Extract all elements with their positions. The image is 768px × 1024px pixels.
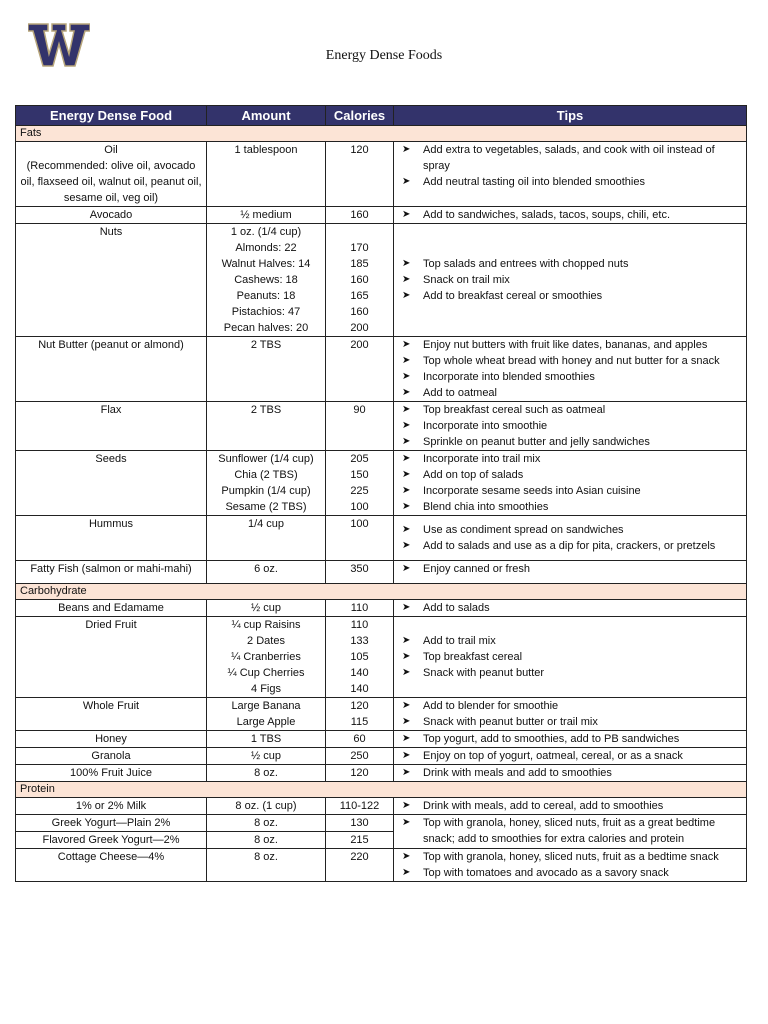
calories-line: 133 — [350, 635, 369, 647]
tip-item — [402, 665, 743, 681]
column-header-tips: Tips — [394, 106, 747, 126]
tip-item — [402, 714, 743, 730]
amount-line: ¼ Cup Cherries — [227, 667, 305, 679]
calories-line: 350 — [350, 563, 369, 575]
calories-line: 110-122 — [339, 800, 380, 812]
arrow-bullet-icon: ➤ — [402, 867, 411, 878]
amount-line: 1 tablespoon — [234, 144, 298, 156]
tip-item — [402, 748, 743, 764]
tip-text: Add to sandwiches, salads, tacos, soups, chili, etc. — [423, 209, 671, 221]
calories-line: 140 — [350, 683, 369, 695]
amount-line: ¼ cup Raisins — [231, 619, 301, 631]
food-cell — [16, 561, 207, 584]
energy-foods-table — [15, 105, 747, 882]
food-cell — [16, 337, 207, 402]
section-label: Carbohydrate — [16, 584, 747, 600]
arrow-bullet-icon: ➤ — [402, 485, 411, 496]
arrow-bullet-icon: ➤ — [402, 540, 411, 551]
amount-cell — [207, 402, 326, 451]
calories-cell — [326, 832, 394, 849]
arrow-bullet-icon: ➤ — [402, 404, 411, 415]
tip-item — [402, 483, 743, 499]
arrow-bullet-icon: ➤ — [402, 716, 411, 727]
tips-cell — [394, 337, 747, 402]
food-name: Beans and Edamame — [58, 602, 164, 614]
arrow-bullet-icon: ➤ — [402, 176, 411, 187]
tips-cell — [394, 617, 747, 698]
tip-item — [402, 849, 743, 865]
tip-text: Add neutral tasting oil into blended smoothies — [423, 176, 645, 188]
amount-line: 2 Dates — [247, 635, 285, 647]
amount-line: 4 Figs — [251, 683, 281, 695]
arrow-bullet-icon: ➤ — [402, 767, 411, 778]
food-note: (Recommended: olive oil, avocado oil, flaxseed oil, walnut oil, peanut oil, sesame oil, veg oil) — [20, 160, 202, 204]
amount-line: ½ medium — [240, 209, 292, 221]
tips-cell — [394, 748, 747, 765]
arrow-bullet-icon: ➤ — [402, 436, 411, 447]
food-name: Fatty Fish (salmon or mahi-mahi) — [30, 563, 192, 575]
tip-text: Add to salads — [423, 602, 490, 614]
calories-line: 160 — [350, 209, 369, 221]
table-row — [16, 600, 747, 617]
tip-item — [402, 798, 743, 814]
amount-line: 2 TBS — [250, 404, 282, 416]
food-cell — [16, 698, 207, 731]
arrow-bullet-icon: ➤ — [402, 258, 411, 269]
tip-item — [402, 499, 743, 515]
calories-line: 115 — [350, 716, 369, 728]
amount-line: Peanuts: 18 — [236, 290, 296, 302]
amount-line: ½ cup — [251, 750, 281, 762]
calories-cell — [326, 798, 394, 815]
arrow-bullet-icon: ➤ — [402, 750, 411, 761]
food-name: Honey — [95, 733, 127, 745]
calories-line: 120 — [350, 767, 369, 779]
table-row — [16, 617, 747, 698]
table-row — [16, 207, 747, 224]
arrow-bullet-icon: ➤ — [402, 274, 411, 285]
calories-line: 90 — [353, 404, 366, 416]
tips-cell — [394, 849, 747, 882]
arrow-bullet-icon: ➤ — [402, 651, 411, 662]
column-header-food: Energy Dense Food — [16, 106, 207, 126]
section-label: Fats — [16, 126, 747, 142]
tip-text: Add to breakfast cereal or smoothies — [423, 290, 603, 302]
tip-item — [402, 522, 743, 538]
amount-line: 6 oz. — [254, 563, 278, 575]
table-row — [16, 798, 747, 815]
amount-line: 1 TBS — [250, 733, 282, 745]
food-name: Whole Fruit — [82, 700, 140, 712]
amount-line: 2 TBS — [250, 339, 282, 351]
table-row — [16, 748, 747, 765]
food-cell — [16, 516, 207, 561]
table-row — [16, 561, 747, 584]
amount-cell — [207, 207, 326, 224]
tip-item — [402, 434, 743, 450]
amount-line: Large Apple — [236, 716, 296, 728]
tips-cell — [394, 561, 747, 584]
calories-line: 165 — [350, 290, 369, 302]
tip-text: Top breakfast cereal — [423, 651, 523, 663]
table-row — [16, 337, 747, 402]
tip-item — [402, 600, 743, 616]
calories-cell — [326, 765, 394, 782]
calories-line: 110 — [350, 602, 369, 614]
amount-line: 1 oz. (1/4 cup) — [230, 226, 302, 238]
food-name: Cottage Cheese—4% — [57, 851, 165, 863]
calories-line: 140 — [350, 667, 369, 679]
amount-line: 8 oz. — [254, 767, 278, 779]
food-cell — [16, 731, 207, 748]
arrow-bullet-icon: ➤ — [402, 667, 411, 678]
food-name: Nuts — [99, 226, 123, 238]
amount-cell — [207, 451, 326, 516]
arrow-bullet-icon: ➤ — [402, 501, 411, 512]
food-cell — [16, 142, 207, 207]
food-name: Flax — [100, 404, 122, 416]
tip-text: Top with granola, honey, sliced nuts, fruit as a bedtime snack — [423, 851, 719, 863]
arrow-bullet-icon: ➤ — [402, 420, 411, 431]
food-name: Hummus — [88, 518, 133, 530]
calories-cell — [326, 748, 394, 765]
calories-line: 215 — [350, 834, 369, 846]
tips-cell — [394, 142, 747, 207]
calories-cell — [326, 600, 394, 617]
food-name: Avocado — [89, 209, 133, 221]
food-name: Granola — [91, 750, 131, 762]
amount-cell — [207, 561, 326, 584]
calories-cell — [326, 516, 394, 561]
table-row — [16, 451, 747, 516]
tip-item — [402, 418, 743, 434]
table-row — [16, 815, 747, 832]
table-row — [16, 224, 747, 337]
arrow-bullet-icon: ➤ — [402, 453, 411, 464]
column-header-amount: Amount — [207, 106, 326, 126]
tip-item — [402, 369, 743, 385]
tip-item — [402, 538, 743, 554]
tip-text: Enjoy on top of yogurt, oatmeal, cereal, or as a snack — [423, 750, 683, 762]
arrow-bullet-icon: ➤ — [402, 290, 411, 301]
tip-item — [402, 174, 743, 190]
food-name: Seeds — [95, 453, 127, 465]
arrow-bullet-icon: ➤ — [402, 524, 411, 535]
tip-text: Add extra to vegetables, salads, and cook with oil instead of spray — [423, 144, 715, 172]
tip-item — [402, 561, 743, 577]
arrow-bullet-icon: ➤ — [402, 800, 411, 811]
tip-text: Top with tomatoes and avocado as a savory snack — [423, 867, 669, 879]
food-cell — [16, 748, 207, 765]
calories-line: 100 — [350, 518, 369, 530]
food-cell — [16, 849, 207, 882]
tip-item — [402, 731, 743, 747]
tip-text: Incorporate into trail mix — [423, 453, 541, 465]
food-name: Greek Yogurt—Plain 2% — [51, 817, 171, 829]
amount-cell — [207, 617, 326, 698]
tip-text: Enjoy canned or fresh — [423, 563, 531, 575]
tip-text: Snack with peanut butter or trail mix — [423, 716, 598, 728]
calories-cell — [326, 731, 394, 748]
arrow-bullet-icon: ➤ — [402, 733, 411, 744]
food-cell — [16, 832, 207, 849]
amount-cell — [207, 224, 326, 337]
tips-cell — [394, 798, 747, 815]
calories-line: 200 — [350, 339, 369, 351]
amount-cell — [207, 748, 326, 765]
tip-item — [402, 815, 743, 847]
section-row-protein — [16, 782, 747, 798]
table-row — [16, 731, 747, 748]
amount-cell — [207, 516, 326, 561]
table-row — [16, 516, 747, 561]
food-cell — [16, 765, 207, 782]
tip-text: Add to salads and use as a dip for pita, crackers, or pretzels — [423, 540, 716, 552]
arrow-bullet-icon: ➤ — [402, 339, 411, 350]
amount-line: Chia (2 TBS) — [234, 469, 298, 481]
calories-cell — [326, 815, 394, 832]
tip-text: Add to blender for smoothie — [423, 700, 559, 712]
calories-line: 60 — [353, 733, 366, 745]
amount-cell — [207, 815, 326, 832]
tip-item — [402, 353, 743, 369]
calories-cell — [326, 207, 394, 224]
tip-text: Enjoy nut butters with fruit like dates, bananas, and apples — [423, 339, 708, 351]
amount-line: Sesame (2 TBS) — [225, 501, 307, 513]
arrow-bullet-icon: ➤ — [402, 602, 411, 613]
amount-line: ½ cup — [251, 602, 281, 614]
calories-line: 150 — [350, 469, 369, 481]
tip-item — [402, 288, 743, 304]
calories-line: 185 — [350, 258, 369, 270]
arrow-bullet-icon: ➤ — [402, 371, 411, 382]
amount-cell — [207, 731, 326, 748]
table-header-row — [16, 106, 747, 126]
tip-item — [402, 633, 743, 649]
amount-cell — [207, 698, 326, 731]
calories-cell — [326, 337, 394, 402]
arrow-bullet-icon: ➤ — [402, 563, 411, 574]
tip-text: Incorporate into smoothie — [423, 420, 548, 432]
food-name: Dried Fruit — [85, 619, 137, 631]
tips-cell — [394, 765, 747, 782]
tips-cell — [394, 698, 747, 731]
tips-cell — [394, 224, 747, 337]
tip-item — [402, 451, 743, 467]
tip-text: Top yogurt, add to smoothies, add to PB sandwiches — [423, 733, 680, 745]
amount-cell — [207, 765, 326, 782]
food-name: Oil — [104, 144, 118, 156]
tip-text: Top with granola, honey, sliced nuts, fruit as a great bedtime snack; add to smoothies for extra calories and protein — [423, 817, 716, 845]
table-row — [16, 849, 747, 882]
tip-item — [402, 467, 743, 483]
arrow-bullet-icon: ➤ — [402, 851, 411, 862]
tip-item — [402, 698, 743, 714]
calories-line: 205 — [350, 453, 369, 465]
tip-text: Blend chia into smoothies — [423, 501, 549, 513]
column-header-calories: Calories — [326, 106, 394, 126]
amount-line: 8 oz. (1 cup) — [235, 800, 297, 812]
tip-text: Snack on trail mix — [423, 274, 510, 286]
tip-item — [402, 272, 743, 288]
section-label: Protein — [16, 782, 747, 798]
tip-item — [402, 256, 743, 272]
calories-line: 200 — [350, 322, 369, 334]
tip-item — [402, 765, 743, 781]
amount-cell — [207, 832, 326, 849]
tip-item — [402, 207, 743, 223]
arrow-bullet-icon: ➤ — [402, 387, 411, 398]
calories-cell — [326, 142, 394, 207]
calories-line: 130 — [350, 817, 369, 829]
amount-line: Pistachios: 47 — [231, 306, 301, 318]
arrow-bullet-icon: ➤ — [402, 817, 411, 828]
calories-line: 225 — [350, 485, 369, 497]
arrow-bullet-icon: ➤ — [402, 209, 411, 220]
tips-cell — [394, 451, 747, 516]
food-cell — [16, 402, 207, 451]
tip-text: Snack with peanut butter — [423, 667, 545, 679]
food-name: Nut Butter (peanut or almond) — [38, 339, 184, 351]
amount-line: Pecan halves: 20 — [223, 322, 309, 334]
amount-cell — [207, 142, 326, 207]
food-cell — [16, 224, 207, 337]
tip-text: Incorporate into blended smoothies — [423, 371, 595, 383]
tips-cell — [394, 600, 747, 617]
calories-line: 160 — [350, 306, 369, 318]
tips-cell — [394, 516, 747, 561]
table-row — [16, 765, 747, 782]
tip-text: Top salads and entrees with chopped nuts — [423, 258, 629, 270]
calories-line: 120 — [350, 700, 369, 712]
tip-text: Sprinkle on peanut butter and jelly sandwiches — [423, 436, 650, 448]
amount-cell — [207, 600, 326, 617]
calories-cell — [326, 698, 394, 731]
calories-cell — [326, 849, 394, 882]
page-title: Energy Dense Foods — [325, 48, 443, 63]
amount-line: Almonds: 22 — [235, 242, 297, 254]
calories-line: 170 — [350, 242, 369, 254]
arrow-bullet-icon: ➤ — [402, 700, 411, 711]
calories-line: 120 — [350, 144, 369, 156]
tip-text: Add to trail mix — [423, 635, 496, 647]
calories-cell — [326, 617, 394, 698]
tips-cell — [394, 207, 747, 224]
tip-text: Top breakfast cereal such as oatmeal — [423, 404, 606, 416]
food-cell — [16, 815, 207, 832]
amount-line: 8 oz. — [254, 834, 278, 846]
arrow-bullet-icon: ➤ — [402, 144, 411, 155]
amount-line: Cashews: 18 — [234, 274, 298, 286]
amount-line: 8 oz. — [254, 817, 278, 829]
amount-line: Walnut Halves: 14 — [221, 258, 311, 270]
arrow-bullet-icon: ➤ — [402, 355, 411, 366]
amount-cell — [207, 798, 326, 815]
food-cell — [16, 207, 207, 224]
tips-cell — [394, 731, 747, 748]
tip-item — [402, 385, 743, 401]
calories-cell — [326, 561, 394, 584]
food-name: Flavored Greek Yogurt—2% — [42, 834, 180, 846]
arrow-bullet-icon: ➤ — [402, 635, 411, 646]
calories-line: 160 — [350, 274, 369, 286]
tips-cell — [394, 815, 747, 849]
section-row-carbohydrate — [16, 584, 747, 600]
calories-line: 250 — [350, 750, 369, 762]
tip-item — [402, 649, 743, 665]
calories-line: 100 — [350, 501, 369, 513]
tip-text: Incorporate sesame seeds into Asian cuisine — [423, 485, 641, 497]
calories-line: 110 — [350, 619, 369, 631]
amount-line: Pumpkin (1/4 cup) — [221, 485, 311, 497]
amount-line: Large Banana — [231, 700, 301, 712]
calories-cell — [326, 402, 394, 451]
food-cell — [16, 617, 207, 698]
arrow-bullet-icon: ➤ — [402, 469, 411, 480]
table-row — [16, 402, 747, 451]
calories-line: 220 — [350, 851, 369, 863]
food-cell — [16, 451, 207, 516]
amount-cell — [207, 849, 326, 882]
amount-line: 1/4 cup — [247, 518, 285, 530]
amount-line: ¼ Cranberries — [231, 651, 301, 663]
tip-text: Use as condiment spread on sandwiches — [423, 524, 624, 536]
food-name: 100% Fruit Juice — [70, 767, 152, 779]
table-row — [16, 698, 747, 731]
amount-line: 8 oz. — [254, 851, 278, 863]
tip-item — [402, 142, 743, 174]
tip-text: Drink with meals and add to smoothies — [423, 767, 612, 779]
tip-item — [402, 337, 743, 353]
tip-text: Drink with meals, add to cereal, add to smoothies — [423, 800, 664, 812]
tips-cell — [394, 402, 747, 451]
section-row-fats — [16, 126, 747, 142]
calories-cell — [326, 451, 394, 516]
tip-item — [402, 402, 743, 418]
amount-cell — [207, 337, 326, 402]
food-cell — [16, 600, 207, 617]
food-name: 1% or 2% Milk — [75, 800, 147, 812]
amount-line: Sunflower (1/4 cup) — [218, 453, 314, 465]
table-row — [16, 142, 747, 207]
calories-cell — [326, 224, 394, 337]
tip-item — [402, 865, 743, 881]
tip-text: Add to oatmeal — [423, 387, 497, 399]
tip-text: Add on top of salads — [423, 469, 524, 481]
tip-text: Top whole wheat bread with honey and nut butter for a snack — [423, 355, 720, 367]
food-cell — [16, 798, 207, 815]
calories-line: 105 — [350, 651, 369, 663]
